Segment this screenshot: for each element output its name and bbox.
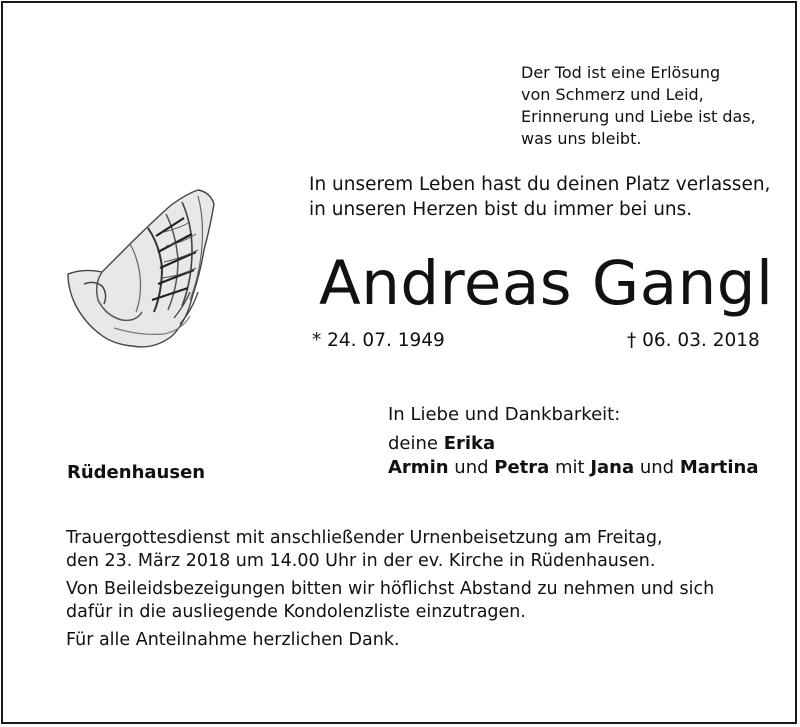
deceased-name: Andreas Gangl <box>319 248 774 319</box>
mourner-text: mit <box>549 457 591 478</box>
place-name: Rüdenhausen <box>67 462 206 483</box>
quote <box>521 62 756 150</box>
mourner-name: Erika <box>443 433 496 454</box>
mourners-intro: In Liebe und Dankbarkeit: <box>388 404 621 425</box>
mourner-name: Martina <box>679 457 759 478</box>
verse-line: in unseren Herzen bist du immer bei uns. <box>309 199 693 220</box>
mourner-text: deine <box>388 433 444 454</box>
mourner-name: Armin <box>388 457 449 478</box>
condolence-line: Von Beileidsbezeigungen bitten wir höflichst Abstand zu nehmen und sich <box>66 579 715 599</box>
birth-date: * 24. 07. 1949 <box>312 330 445 351</box>
mourner-name: Jana <box>590 457 635 478</box>
death-date: † 06. 03. 2018 <box>627 330 760 351</box>
quote-line: Erinnerung und Liebe ist das, <box>521 107 756 126</box>
notice-details <box>66 527 714 652</box>
mourner-text: und <box>634 457 680 478</box>
thanks-line: Für alle Anteilnahme herzlichen Dank. <box>66 630 400 650</box>
verse-line: In unserem Leben hast du deinen Platz verlassen, <box>309 174 771 195</box>
mourners-line-1 <box>388 433 495 454</box>
service-line: den 23. März 2018 um 14.00 Uhr in der ev. Kirche in Rüdenhausen. <box>66 551 656 571</box>
quote-line: was uns bleibt. <box>521 129 642 148</box>
quote-line: Der Tod ist eine Erlösung <box>521 63 721 82</box>
mourner-name: Petra <box>494 457 550 478</box>
quote-line: von Schmerz und Leid, <box>521 85 704 104</box>
service-line: Trauergottesdienst mit anschließender Urnenbeisetzung am Freitag, <box>66 528 663 548</box>
condolence-line: dafür in die ausliegende Kondolenzliste einzutragen. <box>66 602 526 622</box>
mourners-line-2 <box>388 457 759 478</box>
praying-hands-icon <box>64 188 224 358</box>
mourner-text: und <box>448 457 495 478</box>
verse <box>309 172 770 222</box>
